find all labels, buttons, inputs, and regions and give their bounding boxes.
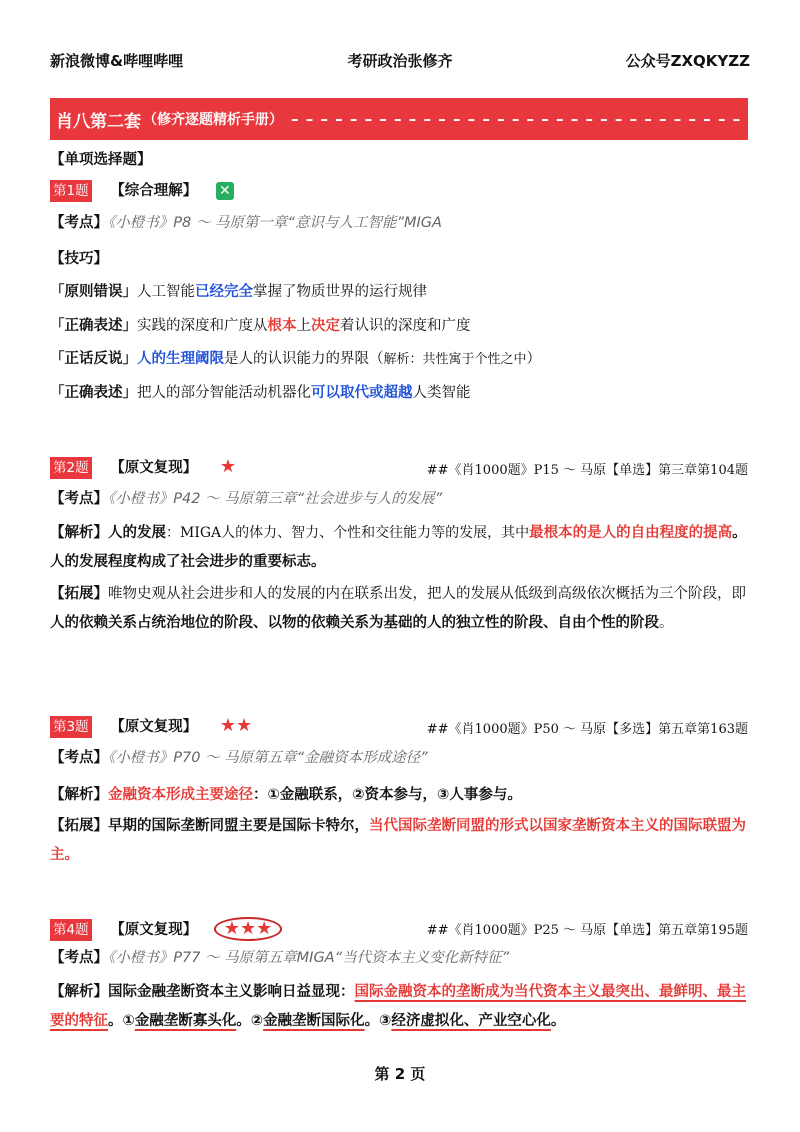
blue-emphasis: 已经完全 [195,284,253,300]
text: 着认识的深度和广度 [340,318,471,334]
q1-jiqiao: 【技巧】 [50,251,108,267]
red-emphasis: 决定 [311,318,340,334]
underlined-item: 经济虚拟化、产业空心化 [391,1013,551,1029]
section-heading: 【单项选择题】 [50,152,152,168]
jiexi-label: 【解析】 [50,787,108,803]
title-banner [50,98,748,140]
q2-badge: 第2题 [50,457,92,479]
kaodian-label: 【考点】 [50,750,108,766]
text: 。② [236,1013,264,1029]
kaodian-text: 《小橙书》P77 ～ 马原第五章MIGA“当代资本主义变化新特征” [108,950,510,966]
q1-type: 【综合理解】 [110,183,198,199]
q3-kaodian [50,748,750,768]
kaodian-text: 《小橙书》P8 ～ 马原第一章“意识与人工智能”MIGA [108,215,442,231]
bold-text: 国际金融垄断资本主义影响日益显现： [108,984,355,1000]
header-center: 考研政治张修齐 [347,52,453,70]
kaodian-label: 【考点】 [50,215,108,231]
q4-reference: ##《肖1000题》P25 ～ 马原【单选】第五章第195题 [426,923,748,938]
text: 人工智能 [137,284,195,300]
page-number: 第 2 页 [374,1065,426,1083]
bold-text: 早期的国际垄断同盟主要是国际卡特尔， [108,818,369,834]
banner-title: 肖八第二套 [56,111,141,132]
q1-line3 [50,349,750,370]
q1-kaodian [50,213,750,233]
q2-tuozhan [50,580,750,638]
line-label: 「正确表述」 [50,318,137,334]
text: 。① [108,1013,135,1029]
q2-type: 【原文复现】 [110,460,198,476]
text: 。 [550,1013,566,1029]
q3-jiexi [50,785,750,805]
bold-text: 人的发展 [108,525,166,541]
text: 掌握了物质世界的运行规律 [253,284,427,300]
q1-line2 [50,316,750,336]
star-rating-icon: ★★★ [214,917,282,941]
text: 实践的深度和广度从 [137,318,268,334]
analysis-note: 解析：共性寓于个性之中 [383,352,527,367]
kaodian-text: 《小橙书》P70 ～ 马原第五章“金融资本形成途径” [108,750,428,766]
q2-kaodian [50,489,750,509]
kaodian-text: 《小橙书》P42 ～ 马原第三章“社会进步与人的发展” [108,491,443,507]
text: 人类智能 [412,385,471,401]
kaodian-label: 【考点】 [50,950,108,966]
header-right: 公众号ZXQKYZZ [625,52,750,70]
header-left: 新浪微博&哔哩哔哩 [50,52,184,70]
q2-reference: ##《肖1000题》P15 ～ 马原【单选】第三章第104题 [426,463,748,478]
red-emphasis: 根本 [267,318,297,334]
banner-dashes: – – – – – – – – – – – – – – – – – – – – – – – – – – – – – – – [291,110,742,128]
q1-line1 [50,282,750,302]
blue-emphasis: 人的生理阈限 [137,351,224,367]
q3-reference: ##《肖1000题》P50 ～ 马原【多选】第五章第163题 [426,722,748,737]
q1-header [50,180,750,202]
underlined-item: 金融垄断国际化 [263,1013,365,1029]
red-underlined-emphasis: 国际金融资本的垄断成为当代资本主义最突出、最鲜明、最主要的特征 [50,984,746,1029]
star-rating-icon: ★★ [219,715,253,736]
text: 。 [659,615,674,631]
text: 把人的部分智能活动机器化 [137,385,311,401]
text: 唯物史观从社会进步和人的发展的内在联系出发，把人的发展从低级到高级依次概括为三个阶段，即 [108,586,746,602]
tuozhan-label: 【拓展】 [50,586,108,602]
text: 上 [296,318,311,334]
text: 是人的认识能力的界限（ [224,351,384,367]
tuozhan-label: 【拓展】 [50,818,108,834]
blue-emphasis: 可以取代或超越 [311,385,413,401]
underlined-item: 金融垄断寡头化 [134,1013,237,1029]
q4-badge: 第4题 [50,919,92,941]
q1-line4 [50,383,750,403]
line-label: 「原则错误」 [50,284,137,300]
q4-type: 【原文复现】 [110,922,198,938]
kaodian-label: 【考点】 [50,491,108,507]
star-rating-icon: ★ [219,456,236,477]
line-label: 「正话反说」 [50,351,137,367]
jiexi-label: 【解析】 [50,525,108,541]
jiexi-label: 【解析】 [50,984,108,1000]
banner-subtitle: （修齐逐题精析手册） [143,112,283,128]
bold-text: ：①金融联系，②资本参与，③人事参与。 [253,787,522,803]
red-emphasis: 金融资本形成主要途径 [108,787,253,803]
q2-jiexi [50,519,750,577]
red-emphasis: 最根本的是人的自由程度的提高 [529,525,733,541]
q4-jiexi [50,978,750,1036]
q1-badge: 第1题 [50,180,92,202]
text: ） [526,351,542,367]
line-label: 「正确表述」 [50,385,137,401]
text: 。③ [364,1013,392,1029]
q3-type: 【原文复现】 [110,719,198,735]
q3-tuozhan [50,812,750,870]
bold-text: 人的依赖关系占统治地位的阶段、以物的依赖关系为基础的人的独立性的阶段、自由个性的阶段 [50,615,659,631]
q3-badge: 第3题 [50,716,92,738]
page-header [0,50,800,74]
text: ：MIGA人的体力、智力、个性和交往能力等的发展，其中 [166,525,530,541]
q4-kaodian [50,948,750,968]
wrong-mark-icon: ✕ [216,182,234,200]
bold-text: 。人的发展程度构成了社会进步的重要标志。 [50,525,747,570]
red-emphasis: 当代国际垄断同盟的形式以国家垄断资本主义的国际联盟为主。 [50,818,746,863]
